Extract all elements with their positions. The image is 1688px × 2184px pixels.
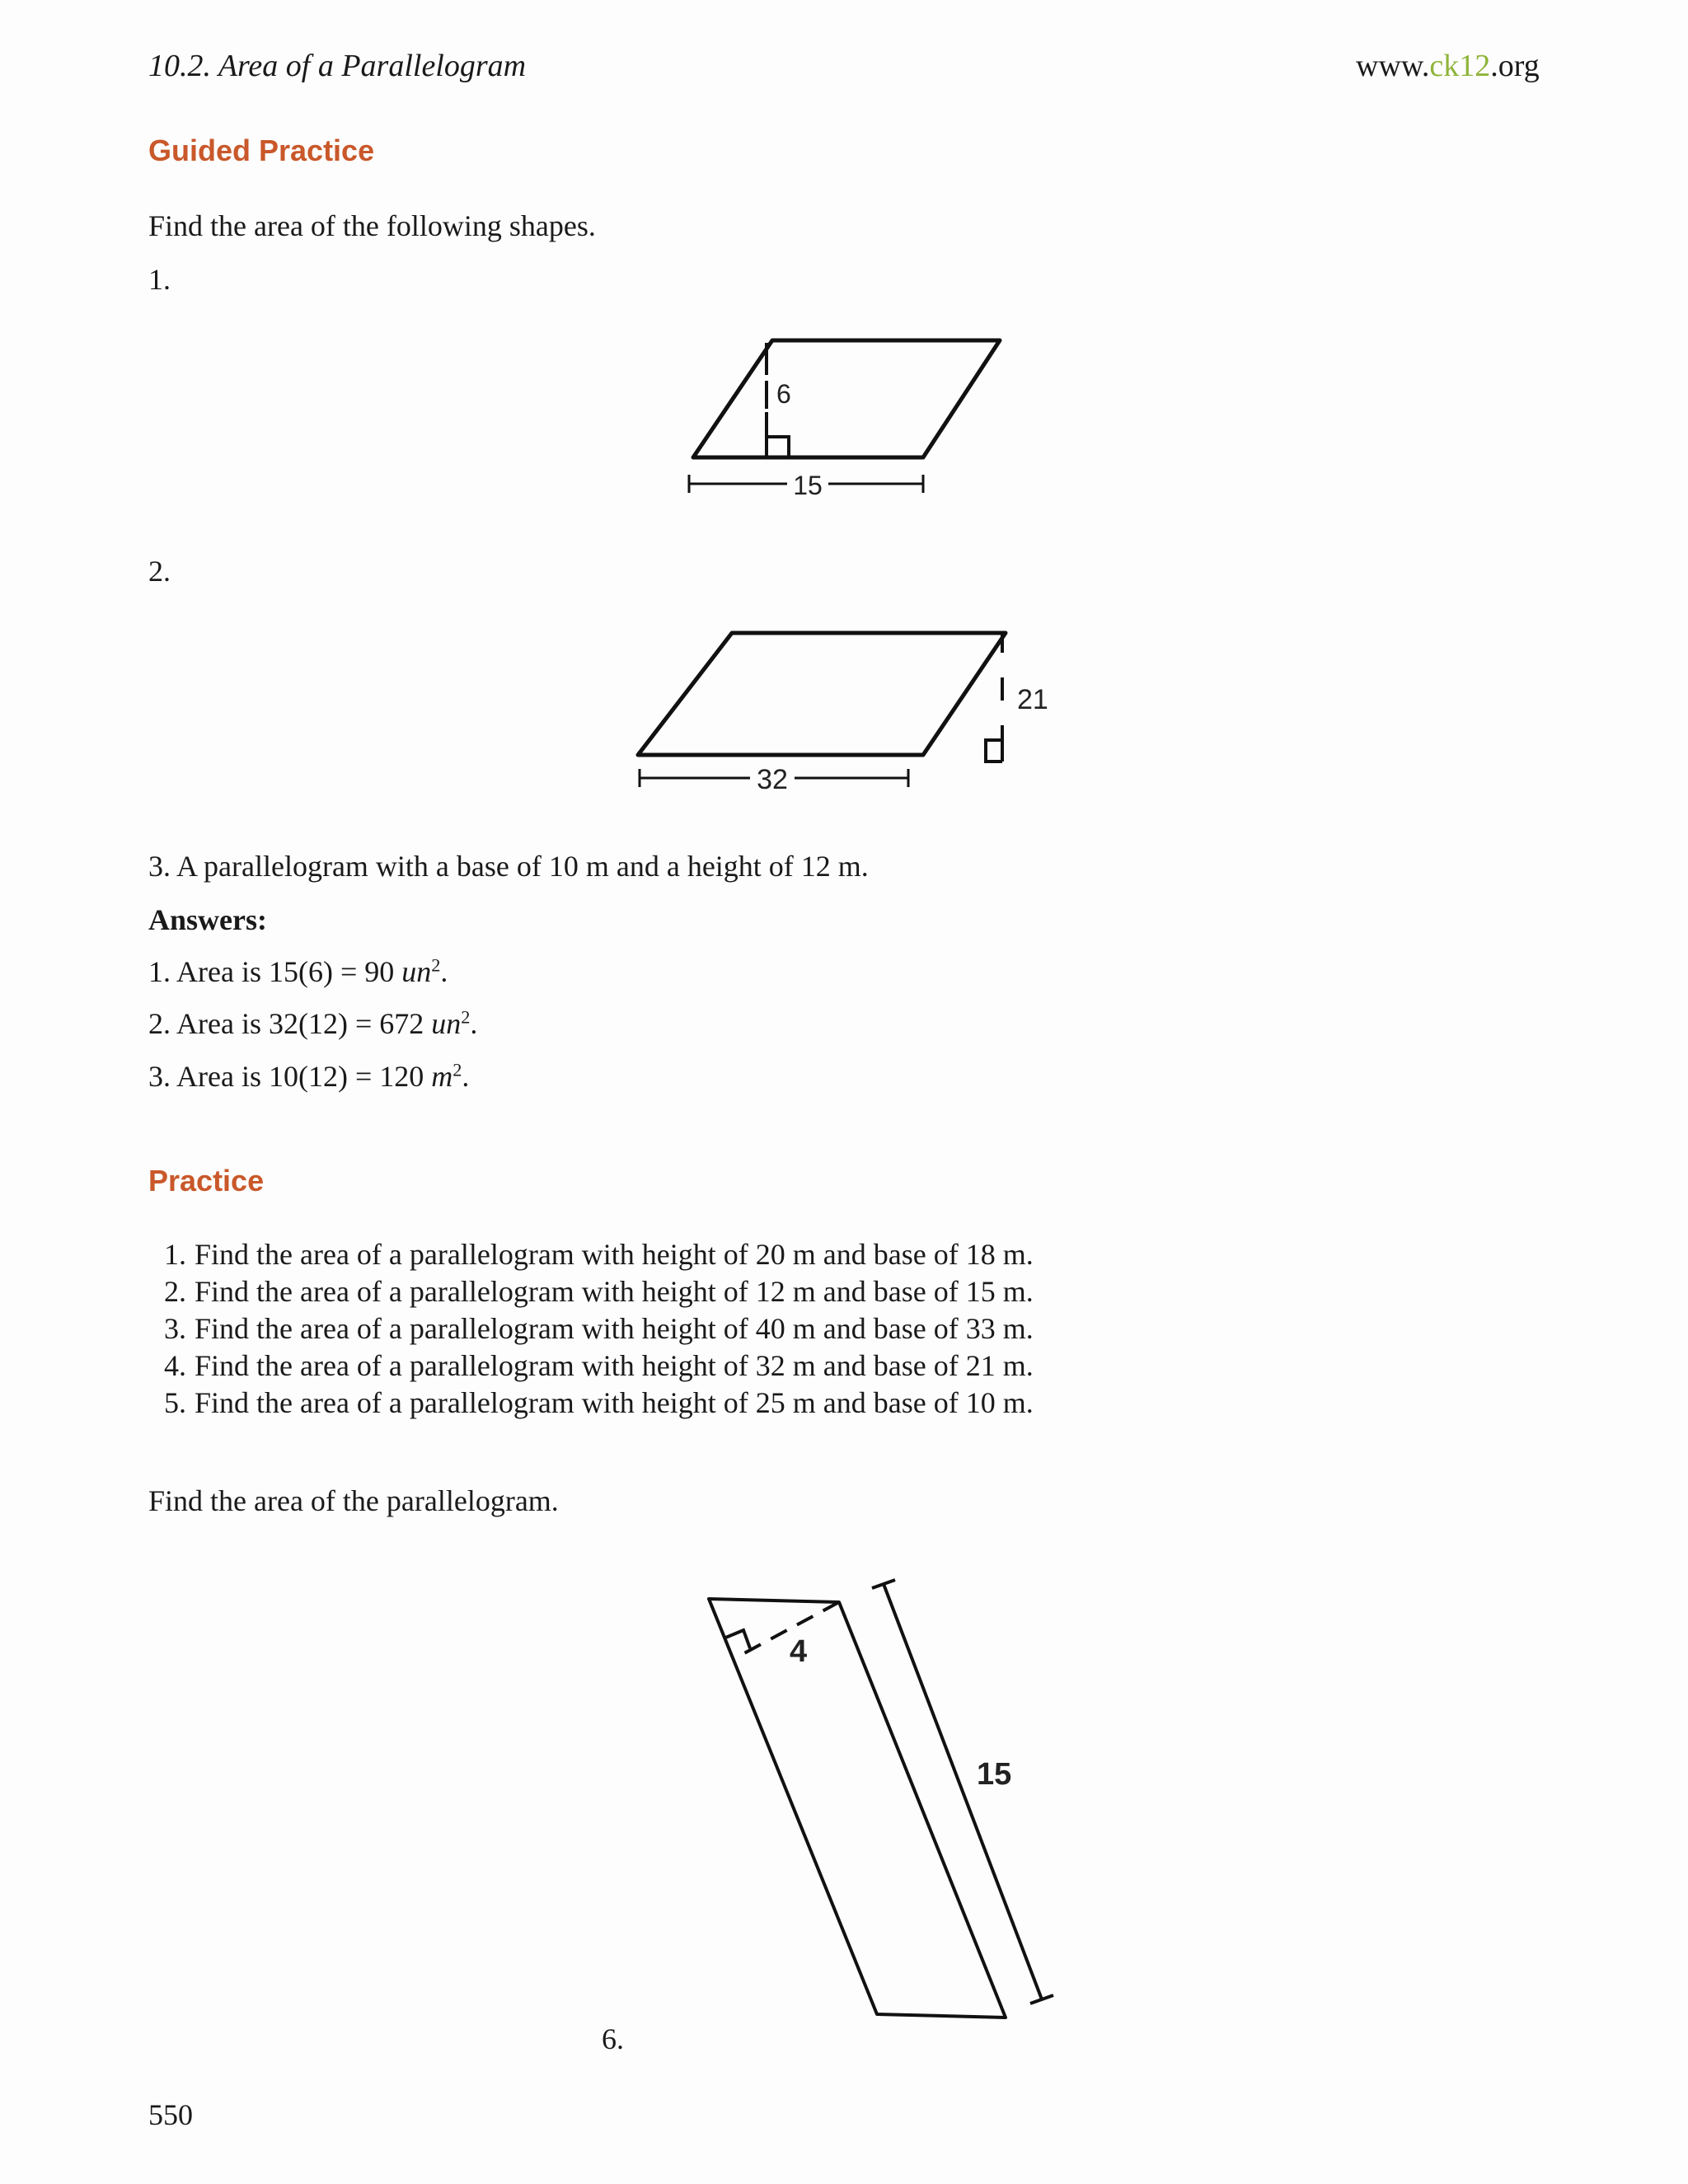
practice-heading: Practice (148, 1164, 265, 1197)
fig6-shape (709, 1599, 1006, 2018)
practice-item-num: 4. (164, 1349, 186, 1382)
practice-item-text: Find the area of a parallelogram with height of 20 m and base of 18 m. (195, 1238, 1034, 1271)
fig2-base-label: 32 (757, 764, 788, 795)
fig6-side-dim (884, 1584, 1042, 1999)
answer-1-end: . (440, 955, 448, 988)
figure-6-parallelogram (692, 1566, 1088, 2036)
answer-3-end: . (462, 1060, 470, 1093)
figure-1-parallelogram (676, 330, 1022, 511)
fig1-shape (693, 340, 1000, 457)
answer-1-text: 1. Area is 15(6) = 90 (148, 955, 402, 988)
fig1-height-label: 6 (776, 379, 791, 409)
fig2-shape (638, 633, 1006, 755)
fig6-height-line (734, 1602, 839, 1659)
practice-item-text: Find the area of a parallelogram with height of 40 m and base of 33 m. (195, 1312, 1034, 1345)
practice-item (148, 1236, 1034, 1273)
problem-6-label: 6. (602, 2022, 624, 2055)
answer-3-exp: 2 (452, 1059, 462, 1080)
answers-label: Answers: (148, 903, 267, 936)
fig6-side-label: 15 (977, 1757, 1012, 1792)
practice-item-num: 5. (164, 1386, 186, 1419)
answer-3 (148, 1059, 469, 1094)
practice-item-num: 1. (164, 1238, 186, 1271)
figure-2-parallelogram (626, 618, 1071, 799)
problem-1-label: 1. (148, 263, 171, 296)
answer-2-end: . (470, 1007, 478, 1040)
answer-3-unit: m (431, 1060, 453, 1093)
site-12: 12 (1459, 49, 1491, 83)
answer-1-exp: 2 (431, 954, 441, 976)
guided-intro: Find the area of the following shapes. (148, 209, 596, 242)
site-prefix: www. (1356, 49, 1430, 83)
fig2-height-label: 21 (1017, 684, 1048, 715)
fig2-right-angle (986, 740, 1002, 762)
fig1-base-label: 15 (793, 471, 823, 500)
answer-1 (148, 954, 448, 990)
answer-2-text: 2. Area is 32(12) = 672 (148, 1007, 432, 1040)
answer-2 (148, 1006, 477, 1042)
find-area-instruction: Find the area of the parallelogram. (148, 1484, 559, 1517)
problem-3: 3. A parallelogram with a base of 10 m and a height of 12 m. (148, 850, 869, 883)
practice-item (148, 1347, 1034, 1385)
practice-item-text: Find the area of a parallelogram with height of 25 m and base of 10 m. (195, 1386, 1034, 1419)
practice-item-text: Find the area of a parallelogram with height of 32 m and base of 21 m. (195, 1349, 1034, 1382)
practice-item-num: 3. (164, 1312, 186, 1345)
page-number: 550 (148, 2098, 193, 2131)
answer-2-unit: un (431, 1007, 462, 1040)
practice-list (148, 1236, 1034, 1422)
practice-item-num: 2. (164, 1275, 186, 1308)
practice-item (148, 1385, 1034, 1422)
answer-2-exp: 2 (461, 1006, 471, 1028)
running-head: 10.2. Area of a Parallelogram (148, 49, 527, 83)
fig1-right-angle (767, 437, 789, 457)
answer-3-text: 3. Area is 10(12) = 120 (148, 1060, 432, 1093)
problem-2-label: 2. (148, 555, 171, 588)
answer-1-unit: un (401, 955, 432, 988)
practice-item-text: Find the area of a parallelogram with height of 12 m and base of 15 m. (195, 1275, 1034, 1308)
practice-item (148, 1273, 1034, 1310)
practice-item (148, 1310, 1034, 1347)
site-url[interactable] (1356, 48, 1540, 84)
site-ck: ck (1429, 49, 1460, 83)
guided-practice-heading: Guided Practice (148, 134, 375, 167)
site-suffix: .org (1490, 49, 1540, 83)
fig6-height-label: 4 (790, 1634, 808, 1669)
